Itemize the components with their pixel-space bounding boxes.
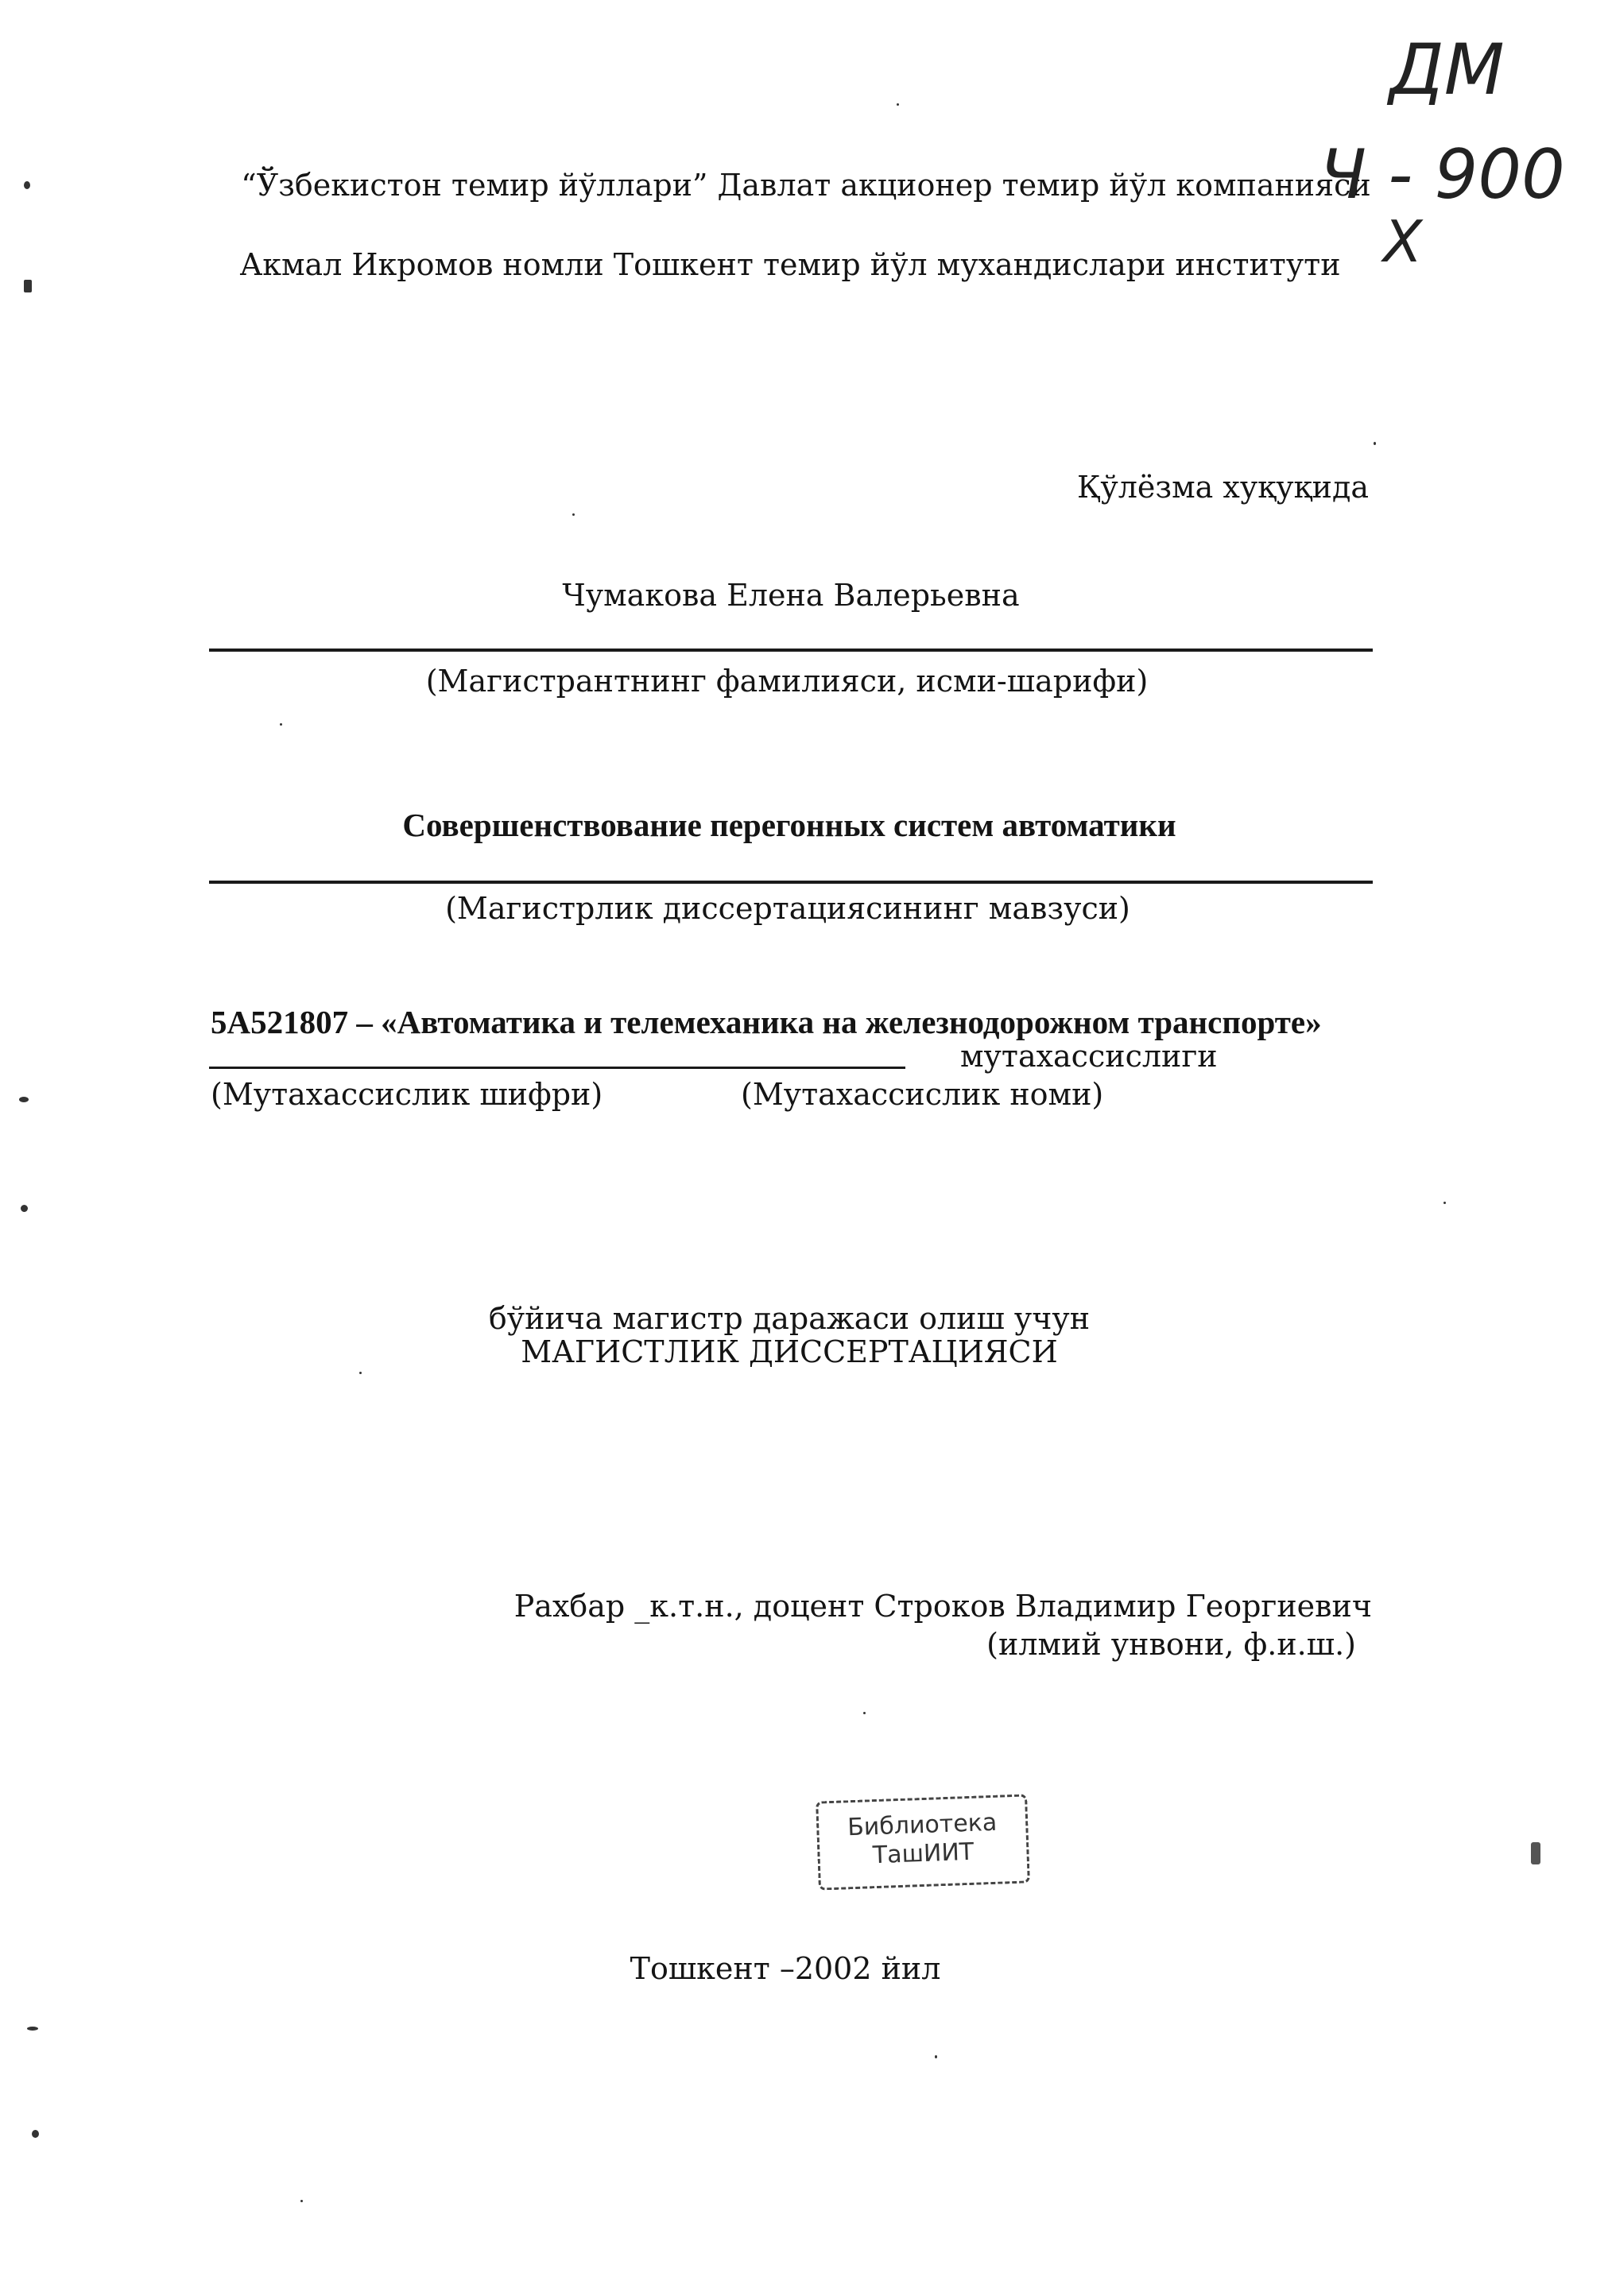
institute-title: Акмал Икромов номли Тошкент темир йўл мухандислари институти xyxy=(239,247,1341,282)
scan-speck xyxy=(32,2130,39,2138)
topic-caption: (Магистрлик диссертациясининг мавзуси) xyxy=(445,891,1130,926)
scan-speck xyxy=(24,181,30,189)
specialty-underline xyxy=(209,1067,905,1069)
library-stamp-line2: ТашИИТ xyxy=(872,1837,975,1870)
dissertation-topic: Совершенствование перегонных систем автоматики xyxy=(402,807,1176,843)
topic-underline xyxy=(209,881,1373,884)
scan-speck xyxy=(27,2027,38,2031)
handwritten-code-3: Х xyxy=(1383,208,1423,275)
author-caption: (Магистрантнинг фамилияси, исми-шарифи) xyxy=(425,664,1149,699)
scan-speck xyxy=(21,1205,28,1212)
supervisor-line: Рахбар _к.т.н., доцент Строков Владимир Георгиевич xyxy=(513,1589,1372,1624)
scan-speck xyxy=(19,1097,29,1102)
scan-speck xyxy=(280,723,282,726)
author-name: Чумакова Елена Валерьевна xyxy=(562,578,1020,613)
degree-purpose: бўйича магистр даражаси олиш учун xyxy=(488,1301,1091,1336)
specialty-suffix: мутахассислиги xyxy=(960,1039,1218,1074)
scan-speck xyxy=(300,2200,303,2202)
library-stamp-line1: Библиотека xyxy=(847,1808,998,1842)
degree-title: МАГИСТЛИК ДИССЕРТАЦИЯСИ xyxy=(521,1334,1058,1369)
handwritten-code-2: Ч - 900 xyxy=(1319,135,1565,215)
scan-speck xyxy=(1531,1842,1540,1864)
scan-speck xyxy=(935,2055,937,2058)
scan-speck xyxy=(359,1372,362,1374)
manuscript-rights: Қўлёзма хуқуқида xyxy=(1077,470,1369,505)
supervisor-caption: (илмий унвони, ф.и.ш.) xyxy=(986,1627,1356,1662)
specialty-line: 5А521807 – «Автоматика и телемеханика на железнодорожном транспорте» xyxy=(211,1004,1322,1040)
specialty-code-caption: (Мутахассислик шифри) xyxy=(211,1077,603,1112)
handwritten-code-1: ДМ xyxy=(1389,29,1505,110)
organization-title: “Ўзбекистон темир йўллари” Давлат акционер темир йўл компанияси xyxy=(241,168,1371,203)
library-stamp xyxy=(816,1794,1030,1890)
author-underline xyxy=(209,649,1373,652)
city-year: Тошкент –2002 йил xyxy=(630,1951,941,1986)
scan-speck xyxy=(863,1712,866,1714)
scan-speck xyxy=(1374,442,1376,445)
scan-speck xyxy=(24,280,32,292)
scan-speck xyxy=(897,103,899,106)
scan-speck xyxy=(1443,1202,1446,1204)
scan-speck xyxy=(572,513,575,516)
specialty-name-caption: (Мутахассислик номи) xyxy=(741,1077,1104,1112)
